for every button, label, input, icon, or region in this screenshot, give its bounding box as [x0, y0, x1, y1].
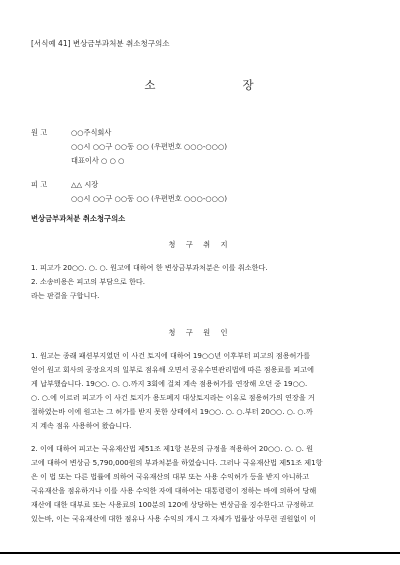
case-name: 변상금부과처분 취소청구의소 [31, 214, 126, 223]
cause-para2-line: 재산에 대한 대부료 또는 사용료의 100분의 120에 상당하는 변상금을 징수한다고 규정하고 [31, 500, 314, 509]
cause-para1-line: 지 계속 점유 사용하여 왔습니다. [31, 421, 132, 430]
title-char-2: 장 [242, 78, 256, 92]
form-number: [서식예 41] 변상금부과처분 취소청구의소 [31, 39, 170, 48]
cause-para2-line: 국유재산을 점유하거나 이를 사용 수익한 자에 대하여는 대통령령이 정하는 바에 의하여 당해 [31, 486, 317, 495]
claim-line: 라는 판결을 구합니다. [31, 291, 100, 300]
cause-para2-line: 2. 이에 대하여 피고는 국유재산법 제51조 제1항 본문의 규정을 적용하여 20○○. ○. ○. 원 [31, 444, 314, 453]
cause-para2-line: 있는바, 이는 국유재산에 대한 점유나 사용 수익의 개시 그 자체가 법률상 아무런 권원없이 이 [31, 514, 317, 523]
plaintiff-representative: 대표이사 ○ ○ ○ [71, 156, 125, 165]
plaintiff-address: ○○시 ○○구 ○○동 ○○ (우편번호 ○○○-○○○) [71, 142, 228, 151]
defendant-label: 피 고 [31, 180, 48, 189]
cause-para1-line: 절하였는바 이에 원고는 그 허가를 받지 못한 상태에서 19○○. ○. ○.부터 20○○. ○. ○.까 [31, 407, 313, 416]
cause-para1-line: 얻어 원고 회사의 공장요지의 일부로 점유해 오면서 공유수면관리법에 따른 점용료를 피고에 [31, 365, 314, 374]
claim-line: 2. 소송비용은 피고의 부담으로 한다. [31, 277, 145, 286]
defendant-name: △△ 시장 [71, 180, 99, 189]
defendant-address: ○○시 ○○구 ○○동 ○○ (우편번호 ○○○-○○○) [71, 194, 228, 203]
document-title [0, 77, 400, 93]
cause-para1-line: 1. 원고는 종래 패션부지였던 이 사건 토지에 대하여 19○○년 이후부터 피고의 점용허가를 [31, 351, 311, 360]
page-bottom-rule [0, 552, 400, 554]
plaintiff-name: ○○주식회사 [71, 128, 112, 137]
cause-para2-line: 고에 대하여 변상금 5,790,000원의 부과처분을 하였습니다. 그러나 국유재산법 제51조 제1항 [31, 458, 323, 467]
cause-para1-line: 게 납부했습니다. 19○○. ○. ○.까지 3회에 걸쳐 계속 점용허가를 연장해 오던 중 19○○. [31, 379, 308, 388]
plaintiff-row [31, 128, 111, 138]
plaintiff-label: 원 고 [31, 128, 48, 137]
cause-para1-line: ○. ○.에 이르러 피고가 이 사건 토지가 용도폐지 대상토지라는 이유로 점용허가의 연장을 거 [31, 393, 315, 402]
claim-line: 1. 피고가 20○○. ○. ○. 원고에 대하여 한 변상금부과처분은 이를 취소한다. [31, 263, 268, 272]
cause-heading: 청 구 원 인 [168, 328, 232, 337]
defendant-row [31, 180, 98, 190]
title-char-1: 소 [144, 78, 158, 92]
claim-heading: 청 구 취 지 [168, 240, 232, 249]
cause-para2-line: 은 이 법 또는 다른 법률에 의하여 국유재산의 대부 또는 사용 수익허가 등을 받지 아니하고 [31, 472, 310, 481]
